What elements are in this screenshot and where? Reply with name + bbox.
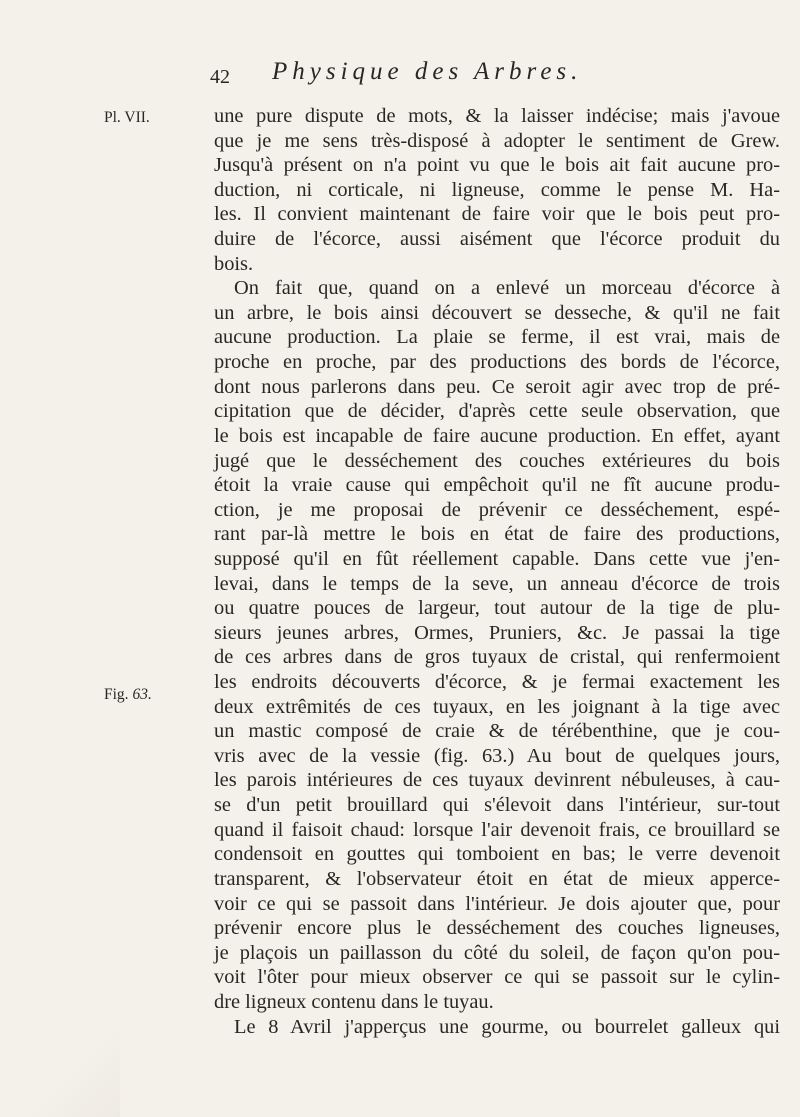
text-line: jugé que le desséchement des couches extérieures du bois — [214, 449, 780, 472]
text-line: dont nous parlerons dans peu. Ce seroit agir avec trop de pré- — [214, 375, 780, 398]
text-line: quand il faisoit chaud: lorsque l'air devenoit frais, ce brouillard se — [214, 818, 780, 841]
text-line: levai, dans le temps de la seve, un anneau d'écorce de trois — [214, 572, 780, 595]
paragraph-start-line: On fait que, quand on a enlevé un morceau d'écorce à — [234, 277, 780, 300]
text-line: duire de l'écorce, aussi aisément que l'écorce produit du — [214, 228, 780, 251]
text-line: vris avec de la vessie (fig. 63.) Au bout de quelques jours, — [214, 744, 780, 767]
text-line: les endroits découverts d'écorce, & je fermai exactement les — [214, 671, 780, 694]
text-line: que je me sens très-disposé à adopter le sentiment de Grew. — [214, 129, 780, 152]
text-line: aucune production. La plaie se ferme, il est vrai, mais de — [214, 326, 780, 349]
text-line: les parois intérieures de ces tuyaux devinrent nébuleuses, à cau- — [214, 769, 780, 792]
text-line: Jusqu'à présent on n'a point vu que le bois ait fait aucune pro- — [214, 154, 780, 177]
text-line: proche en proche, par des productions des bords de l'écorce, — [214, 351, 780, 374]
text-line: un mastic composé de craie & de térébenthine, que je cou- — [214, 720, 780, 743]
text-line: je plaçois un paillasson du côté du soleil, de façon qu'on pou- — [214, 941, 780, 964]
figure-prefix: Fig. — [104, 686, 129, 703]
text-line: un arbre, le bois ainsi découvert se desseche, & qu'il ne fait — [214, 301, 780, 324]
text-line: étoit la vraie cause qui empêchoit qu'il ne fît aucune produ- — [214, 474, 780, 497]
text-line: ction, je me proposai de prévenir ce desséchement, espé- — [214, 498, 780, 521]
paragraph-start-line: Le 8 Avril j'apperçus une gourme, ou bourrelet galleux qui — [234, 1015, 780, 1038]
text-line: prévenir encore plus le desséchement des couches ligneuses, — [214, 917, 780, 940]
text-line: de ces arbres dans de gros tuyaux de cristal, qui renfermoient — [214, 646, 780, 669]
paper-shading — [0, 1000, 120, 1117]
text-line: dre ligneux contenu dans le tuyau. — [214, 990, 494, 1013]
body-text — [214, 104, 780, 1039]
text-line: transparent, & l'observateur étoit en état de mieux apperce- — [214, 867, 780, 890]
text-line: se d'un petit brouillard qui s'élevoit dans l'intérieur, sur-tout — [214, 794, 780, 817]
text-line: les. Il convient maintenant de faire voir que le bois peut pro- — [214, 203, 780, 226]
text-line: cipitation que de décider, d'après cette seule observation, que — [214, 400, 780, 423]
text-line: rant par-là mettre le bois en état de faire des productions, — [214, 523, 780, 546]
plate-reference-note: Pl. VII. — [104, 109, 150, 126]
figure-reference-note — [104, 686, 152, 704]
text-line: supposé qu'il en fût réellement capable. Dans cette vue j'en- — [214, 547, 780, 570]
text-line: une pure dispute de mots, & la laisser indécise; mais j'avoue — [214, 105, 780, 127]
text-line: condensoit en gouttes qui tomboient en bas; le verre devenoit — [214, 843, 780, 866]
text-line: le bois est incapable de faire aucune production. En effet, ayant — [214, 424, 780, 447]
figure-number: 63. — [132, 686, 152, 703]
page-number: 42 — [210, 66, 230, 88]
text-line: voir ce qui se passoit dans l'intérieur. Je dois ajouter que, pour — [214, 892, 780, 915]
running-title: Physique des Arbres. — [272, 58, 583, 85]
text-line: deux extrêmités de ces tuyaux, en les joignant à la tige avec — [214, 695, 780, 718]
text-line: voit l'ôter pour mieux observer ce qui se passoit sur le cylin- — [214, 966, 780, 989]
text-line: bois. — [214, 252, 254, 275]
page-header — [210, 56, 710, 96]
text-line: duction, ni corticale, ni ligneuse, comme le pense M. Ha- — [214, 178, 780, 201]
text-line: ou quatre pouces de largeur, tout autour de la tige de plu- — [214, 597, 780, 620]
text-line: sieurs jeunes arbres, Ormes, Pruniers, &c. Je passai la tige — [214, 621, 780, 644]
